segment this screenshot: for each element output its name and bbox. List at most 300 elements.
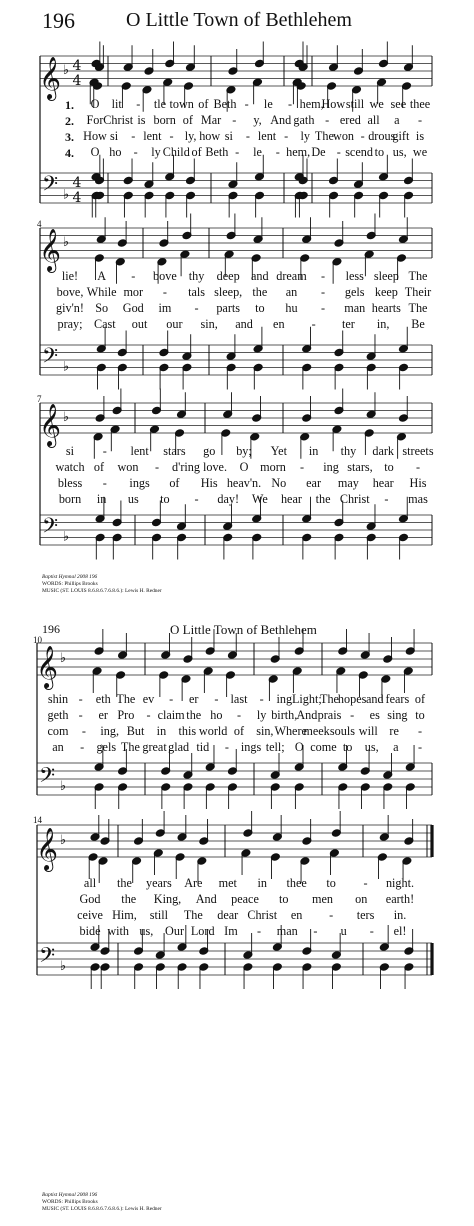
lyric-syllable: in (96, 492, 107, 506)
lyric-line (0, 97, 474, 113)
lyric-syllable: tid (196, 740, 210, 754)
lyric-syllable: sing (387, 708, 408, 722)
lyric-syllable: Cast (93, 317, 116, 331)
lyric-syllable: in, (376, 317, 390, 331)
lyric-syllable: in (308, 444, 319, 458)
lyric-syllable: ceive (77, 908, 103, 922)
lyric-syllable: go (203, 444, 216, 458)
hymn-number: 196 (42, 622, 60, 636)
lyric-syllable: y, (253, 113, 262, 127)
lyric-syllable: Christ (247, 908, 278, 922)
lyric-syllable: O (294, 740, 304, 754)
lyric-syllable: el! (393, 924, 407, 938)
lyric-syllable: er (189, 692, 199, 706)
lyric-syllable: Christ (339, 492, 370, 506)
lyric-syllable: born (153, 113, 176, 127)
credit-words: WORDS: Phillips Brooks (42, 581, 98, 587)
bass-clef-icon: 𝄢 (41, 171, 59, 201)
lyric-syllable: The (314, 129, 334, 143)
lyric-syllable: a (394, 113, 400, 127)
measure-number: 14 (33, 815, 42, 825)
lyric-syllable: pray; (57, 317, 83, 331)
lyric-line (0, 285, 474, 301)
hyphen: - (245, 129, 250, 143)
lyric-syllable: to (279, 892, 289, 906)
lyric-syllable: us, (392, 145, 407, 159)
lyric-syllable: love. (202, 460, 228, 474)
hyphen: - (369, 924, 374, 938)
lyric-syllable: lent (257, 129, 277, 143)
lyric-syllable: stars, (347, 460, 373, 474)
lyric-line (0, 476, 474, 492)
lyric-syllable: ho (210, 708, 223, 722)
lyric-line (0, 444, 474, 460)
lyric-syllable: of (93, 460, 105, 474)
lyric-syllable: bide (79, 924, 101, 938)
lyric-syllable: dream (276, 269, 307, 283)
lyric-syllable: and (235, 317, 253, 331)
hyphen: - (275, 145, 280, 159)
lyric-syllable: keep (374, 285, 398, 299)
hyphen: - (81, 724, 86, 738)
lyric-syllable: Are (184, 876, 203, 890)
lyric-syllable: men (312, 892, 333, 906)
hyphen: - (136, 97, 141, 111)
lyric-syllable: si (224, 129, 233, 143)
flat-icon: ♭ (59, 833, 67, 848)
lyric-syllable: the (121, 892, 137, 906)
lyric-syllable: of (182, 113, 193, 127)
hyphen: - (329, 908, 334, 922)
lyric-line (0, 708, 474, 724)
lyric-syllable: A (97, 269, 107, 283)
treble-clef-icon: 𝄞 (39, 56, 61, 99)
lyric-syllable: last (230, 692, 248, 706)
lyric-line (0, 317, 474, 333)
lyric-syllable: Our (165, 924, 185, 938)
lyric-syllable: of (169, 476, 180, 490)
lyric-syllable: bless (57, 476, 83, 490)
lyric-line (0, 492, 474, 508)
lyric-syllable: God (122, 301, 144, 315)
lyric-syllable: of (233, 724, 245, 738)
lyric-syllable: Yet (270, 444, 287, 458)
lyric-syllable: ings (240, 740, 262, 754)
lyric-syllable: fears (385, 692, 410, 706)
lyric-syllable: ing (276, 692, 293, 706)
lyric-syllable: The (408, 269, 428, 283)
lyric-syllable: us, (139, 924, 154, 938)
lyric-syllable: lie! (61, 269, 79, 283)
hyphen: - (102, 444, 107, 458)
lyric-syllable: King, (153, 892, 182, 906)
lyric-syllable: hear (372, 476, 394, 490)
lyric-syllable: ly, (184, 129, 197, 143)
lyric-syllable: Im (224, 924, 238, 938)
lyric-syllable: come (310, 740, 337, 754)
measure-number: 7 (37, 394, 42, 404)
flat-icon: ♭ (59, 779, 67, 794)
lyric-line (0, 692, 474, 708)
flat-icon: ♭ (62, 410, 70, 425)
lyric-syllable: bove (153, 269, 177, 283)
lyric-syllable: thy (188, 269, 205, 283)
flat-icon: ♭ (62, 235, 70, 250)
lyric-syllable: hem, (286, 145, 311, 159)
lyric-syllable: in (156, 724, 167, 738)
hyphen: - (154, 460, 160, 474)
lyric-syllable: ear (306, 476, 322, 490)
lyric-syllable: ings (129, 476, 150, 490)
lyric-syllable: eth (95, 692, 111, 706)
lyric-syllable: thee (286, 876, 307, 890)
lyric-syllable: in (257, 876, 267, 890)
lyric-syllable: ing, (100, 724, 120, 738)
lyric-syllable: Him, (112, 908, 137, 922)
hyphen: - (146, 708, 151, 722)
lyric-syllable: less (345, 269, 364, 283)
time-signature: 4 (72, 175, 82, 191)
lyric-syllable: won (333, 129, 355, 143)
lyric-syllable: God (79, 892, 101, 906)
lyric-syllable: And (270, 113, 292, 127)
lyric-syllable: While (86, 285, 117, 299)
lyric-syllable: in. (393, 908, 407, 922)
lyric-syllable: er (98, 708, 108, 722)
lyric-syllable: of (414, 692, 426, 706)
lyric-syllable: and (365, 692, 384, 706)
lyric-syllable: sleep, (214, 285, 243, 299)
lyric-line (0, 724, 474, 740)
lyric-syllable: by; (236, 444, 252, 458)
lyric-syllable: giv'n! (56, 301, 84, 315)
hyphen: - (235, 145, 240, 159)
lyric-syllable: Mar (200, 113, 222, 127)
lyric-syllable: we (412, 145, 428, 159)
lyric-syllable: ev (142, 692, 155, 706)
lyric-syllable: sin, (256, 724, 274, 738)
lyric-syllable: stars (163, 444, 186, 458)
lyric-syllable: us, (364, 740, 379, 754)
hyphen: - (311, 317, 316, 331)
lyric-syllable: gift (392, 129, 410, 143)
bass-clef-icon: 𝄢 (38, 943, 56, 972)
treble-clef-icon: 𝄞 (39, 228, 61, 271)
bass-clef-icon: 𝄢 (41, 513, 59, 543)
hyphen: - (78, 692, 83, 706)
lyric-syllable: For (86, 113, 104, 127)
hyphen: - (236, 708, 242, 722)
lyric-syllable: is (415, 129, 425, 143)
hyphen: - (417, 113, 423, 127)
lyric-syllable: our (166, 317, 183, 331)
lyric-syllable: morn (260, 460, 286, 474)
lyric-syllable: we (369, 97, 384, 111)
lyric-syllable: see (390, 97, 407, 111)
lyric-syllable: to (255, 301, 265, 315)
lyric-syllable: Light; (291, 692, 322, 706)
lyric-syllable: Beth (213, 97, 237, 111)
lyric-syllable: But (126, 724, 145, 738)
lyric-syllable: of (198, 97, 209, 111)
credit-words: WORDS: Phillips Brooks (42, 1199, 98, 1205)
hyphen: - (102, 476, 107, 490)
flat-icon: ♭ (62, 529, 70, 545)
lyric-syllable: The (320, 692, 339, 706)
lyric-syllable: sleep (373, 269, 399, 283)
lyric-syllable: sin, (200, 317, 218, 331)
lyric-syllable: hem, (299, 97, 324, 111)
lyric-syllable: may (337, 476, 359, 490)
credits (42, 1192, 162, 1213)
hyphen: - (259, 692, 264, 706)
lyric-syllable: How (83, 129, 107, 143)
hyphen: - (257, 924, 262, 938)
lyric-syllable: ter (341, 317, 355, 331)
lyric-syllable: watch (55, 460, 85, 474)
lyric-syllable: lit (111, 97, 122, 111)
lyric-syllable: on (355, 892, 368, 906)
lyric-syllable: and (251, 269, 269, 283)
lyric-syllable: the (186, 708, 202, 722)
lyric-syllable: met (218, 876, 237, 890)
verse-number: 2. (65, 114, 74, 128)
lyric-syllable: hu (285, 301, 298, 315)
lyric-syllable: day! (217, 492, 239, 506)
lyric-syllable: will (358, 724, 378, 738)
lyric-syllable: out (131, 317, 148, 331)
lyric-syllable: dark (372, 444, 395, 458)
lyric-syllable: Pro (117, 708, 135, 722)
lyric-syllable: years (146, 876, 172, 890)
time-signature: 4 (72, 58, 82, 74)
lyric-syllable: the (315, 492, 331, 506)
hyphen: - (336, 145, 341, 159)
lyric-syllable: How (321, 97, 346, 111)
lyric-syllable: tals (188, 285, 205, 299)
hyphen: - (244, 97, 249, 111)
lyric-syllable: still (345, 97, 365, 111)
lyric-syllable: No (271, 476, 287, 490)
lyric-syllable: ered (339, 113, 361, 127)
lyric-syllable: an (285, 285, 298, 299)
hyphen: - (162, 285, 167, 299)
lyric-syllable: lent (143, 129, 162, 143)
lyric-syllable: hopes (337, 692, 367, 706)
hyphen: - (363, 876, 368, 890)
lyric-line (0, 740, 474, 756)
hyphen: - (169, 692, 174, 706)
credit-music: MUSIC (ST. LOUIS 8.6.8.6.7.6.8.6.): Lewis H. Redner (42, 1206, 162, 1212)
lyric-syllable: a (393, 740, 399, 754)
hyphen: - (214, 692, 219, 706)
measure-number: 4 (37, 219, 42, 229)
hymn-number: 196 (42, 8, 75, 33)
flat-icon: ♭ (62, 187, 70, 203)
hyphen: - (232, 113, 237, 127)
flat-icon: ♭ (59, 959, 67, 974)
lyric-syllable: world (198, 724, 228, 738)
hyphen: - (284, 129, 289, 143)
lyric-syllable: all (367, 113, 380, 127)
lyric-syllable: O (239, 460, 249, 474)
lyric-syllable: si (65, 444, 75, 458)
hyphen: - (325, 113, 330, 127)
lyric-syllable: of (191, 145, 202, 159)
lyric-line (0, 460, 474, 476)
hyphen: - (360, 129, 365, 143)
hyphen: - (224, 740, 229, 754)
lyric-syllable: night. (385, 876, 415, 890)
lyric-syllable: We (251, 492, 268, 506)
bass-clef-icon: 𝄢 (38, 763, 56, 792)
lyric-syllable: u (340, 924, 347, 938)
lyric-syllable: to (374, 145, 385, 159)
lyric-line (0, 924, 474, 940)
lyric-syllable: The (408, 301, 428, 315)
lyric-syllable: Child (162, 145, 190, 159)
lyric-syllable: the (116, 876, 132, 890)
hyphen: - (415, 460, 421, 474)
lyric-syllable: birth, (271, 708, 298, 722)
lyric-line (0, 908, 474, 924)
hyphen: - (299, 460, 305, 474)
lyric-syllable: us (127, 492, 139, 506)
lyric-syllable: parts (216, 301, 241, 315)
lyric-syllable: to (326, 876, 336, 890)
treble-clef-icon: 𝄞 (39, 403, 61, 446)
lyric-syllable: bove, (56, 285, 84, 299)
lyric-syllable: an (52, 740, 64, 754)
lyric-syllable: to (384, 460, 394, 474)
lyric-syllable: The (116, 692, 136, 706)
hyphen: - (321, 269, 326, 283)
lyric-syllable: re (389, 724, 399, 738)
hyphen: - (133, 145, 138, 159)
lyric-syllable: mas (408, 492, 428, 506)
lyric-syllable: to (415, 708, 425, 722)
lyric-syllable: thee (409, 97, 431, 111)
bass-clef-icon: 𝄢 (41, 343, 59, 373)
lyric-syllable: is (137, 113, 146, 127)
hyphen: - (287, 97, 293, 111)
lyric-syllable: So (95, 301, 109, 315)
lyric-syllable: still (149, 908, 169, 922)
verse-number: 1. (65, 98, 74, 112)
lyric-syllable: im (158, 301, 172, 315)
lyric-syllable: thy (340, 444, 357, 458)
lyric-syllable: dear (217, 908, 239, 922)
flat-icon: ♭ (62, 359, 70, 375)
treble-clef-icon: 𝄞 (36, 827, 58, 870)
lyric-syllable: geth (47, 708, 69, 722)
lyric-syllable: scend (345, 145, 373, 159)
lyric-syllable: gels (96, 740, 117, 754)
lyric-syllable: en (273, 317, 285, 331)
lyric-syllable: hear (280, 492, 302, 506)
hyphen: - (350, 708, 355, 722)
lyric-syllable: souls (329, 724, 355, 738)
lyric-line (0, 113, 474, 129)
lyric-syllable: meek (303, 724, 330, 738)
lyric-syllable: His (409, 476, 427, 490)
flat-icon: ♭ (62, 63, 70, 78)
lyric-syllable: heav'n. (226, 476, 262, 490)
hyphen: - (131, 269, 136, 283)
credit-music: MUSIC (ST. LOUIS 8.6.8.6.7.6.8.6.): Lewis H. Redner (42, 588, 162, 594)
lyric-syllable: mor (123, 285, 144, 299)
lyric-syllable: Christ (103, 113, 134, 127)
hyphen: - (321, 301, 326, 315)
lyric-syllable: es (369, 708, 380, 722)
lyric-syllable: won (117, 460, 139, 474)
lyric-line (0, 129, 474, 145)
lyric-line (0, 876, 474, 892)
lyric-syllable: town (169, 97, 194, 111)
hyphen: - (194, 301, 199, 315)
lyric-syllable: shin (47, 692, 69, 706)
lyric-syllable: claim (157, 708, 185, 722)
lyric-syllable: man (276, 924, 298, 938)
hymn-title: O Little Town of Bethlehem (170, 622, 317, 637)
lyric-syllable: ly (256, 708, 267, 722)
lyric-syllable: Beth (205, 145, 229, 159)
hyphen: - (194, 492, 199, 506)
lyric-line (0, 301, 474, 317)
verse-number: 4. (65, 146, 74, 160)
credits (42, 574, 162, 595)
lyric-syllable: ho (109, 145, 122, 159)
hymn-title: O Little Town of Bethlehem (126, 9, 352, 31)
lyric-line (0, 269, 474, 285)
lyric-syllable: ing (323, 460, 339, 474)
lyric-syllable: hearts (371, 301, 401, 315)
lyric-syllable: this (178, 724, 197, 738)
treble-clef-icon: 𝄞 (36, 645, 58, 688)
lyric-syllable: le (263, 97, 273, 111)
lyric-syllable: gath (293, 113, 315, 127)
lyric-syllable: ly (151, 145, 161, 159)
lyric-syllable: le (253, 145, 262, 159)
lyric-syllable: com (47, 724, 69, 738)
lyric-syllable: man (344, 301, 366, 315)
lyric-syllable: si (110, 129, 119, 143)
lyric-syllable: Be (411, 317, 425, 331)
lyric-syllable: gels (344, 285, 365, 299)
lyric-syllable: born (58, 492, 82, 506)
hyphen: - (417, 740, 423, 754)
time-signature: 4 (72, 190, 82, 206)
lyric-syllable: De (311, 145, 326, 159)
lyric-syllable: prais (317, 708, 342, 722)
lyric-syllable: all (83, 876, 97, 890)
lyric-syllable: His (200, 476, 218, 490)
lyric-syllable: streets (402, 444, 434, 458)
hyphen: - (80, 740, 85, 754)
lyric-line (0, 892, 474, 908)
credit-source: Baptist Hymnal 2008 196 (42, 574, 98, 580)
lyric-syllable: glad (168, 740, 190, 754)
lyric-syllable: Where (274, 724, 307, 738)
lyric-syllable: lent (130, 444, 149, 458)
lyric-syllable: to (160, 492, 170, 506)
credit-source: Baptist Hymnal 2008 196 (42, 1192, 98, 1198)
verse-number: 3. (65, 130, 74, 144)
hyphen: - (313, 924, 318, 938)
lyric-syllable: drous (368, 129, 396, 143)
lyric-syllable: with (107, 924, 130, 938)
hyphen: - (321, 285, 326, 299)
